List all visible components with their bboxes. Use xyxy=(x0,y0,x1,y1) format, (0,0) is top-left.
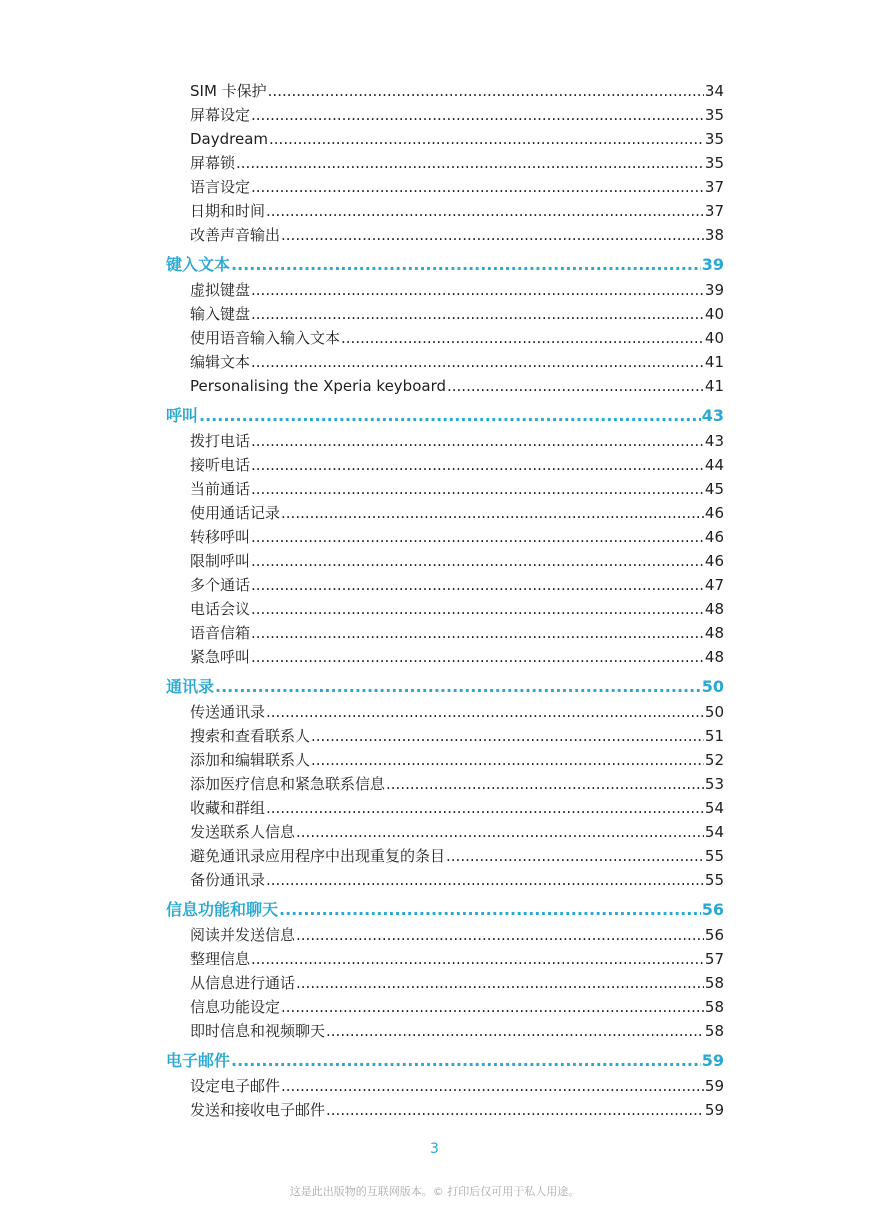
toc-entry-link[interactable] xyxy=(166,199,724,223)
toc-title: 添加和编辑联系人 xyxy=(190,751,311,769)
toc-title: 虚拟键盘 xyxy=(190,281,251,299)
toc-title: 呼叫 xyxy=(166,406,199,425)
toc-title: 设定电子邮件 xyxy=(190,1077,281,1095)
dot-leader xyxy=(269,127,704,151)
toc-title: 通讯录 xyxy=(166,677,215,696)
toc-title: 搜索和查看联系人 xyxy=(190,727,311,745)
toc-title: 信息功能和聊天 xyxy=(166,900,279,919)
toc-entry-link[interactable] xyxy=(166,477,724,501)
toc-title: 阅读并发送信息 xyxy=(190,926,296,944)
dot-leader xyxy=(446,844,704,868)
dot-leader xyxy=(251,573,704,597)
toc-page-number: 57 xyxy=(704,950,724,968)
dot-leader xyxy=(231,252,701,278)
dot-leader xyxy=(268,79,704,103)
toc-entry-link[interactable] xyxy=(166,525,724,549)
toc-entry-link[interactable] xyxy=(166,127,724,151)
toc-entry-link[interactable] xyxy=(166,1019,724,1043)
toc-title: 键入文本 xyxy=(166,255,231,274)
toc-title: 多个通话 xyxy=(190,576,251,594)
toc-section-link[interactable] xyxy=(166,674,724,700)
toc-page-number: 40 xyxy=(704,329,724,347)
toc-title: 添加医疗信息和紧急联系信息 xyxy=(190,775,386,793)
toc-page-number: 41 xyxy=(704,353,724,371)
toc-page-number: 59 xyxy=(704,1077,724,1095)
toc-page-number: 43 xyxy=(701,406,724,425)
toc-title: 电子邮件 xyxy=(166,1051,231,1070)
dot-leader xyxy=(251,597,704,621)
dot-leader xyxy=(251,645,704,669)
dot-leader xyxy=(341,326,704,350)
dot-leader xyxy=(251,302,704,326)
dot-leader xyxy=(326,1098,704,1122)
toc-page-number: 58 xyxy=(704,1022,724,1040)
dot-leader xyxy=(266,199,704,223)
toc-section-link[interactable] xyxy=(166,897,724,923)
toc-section-link[interactable] xyxy=(166,1048,724,1074)
toc-section-link[interactable] xyxy=(166,403,724,429)
dot-leader xyxy=(251,621,704,645)
toc-title: 发送和接收电子邮件 xyxy=(190,1101,326,1119)
toc-page-number: 53 xyxy=(704,775,724,793)
toc-entry-link[interactable] xyxy=(166,796,724,820)
toc-title: 接听电话 xyxy=(190,456,251,474)
dot-leader xyxy=(296,923,704,947)
toc-entry-link[interactable] xyxy=(166,79,724,103)
toc-title: 传送通讯录 xyxy=(190,703,266,721)
dot-leader xyxy=(311,748,704,772)
dot-leader xyxy=(251,429,704,453)
dot-leader xyxy=(251,350,704,374)
toc-page-number: 50 xyxy=(701,677,724,696)
page-number: 3 xyxy=(430,1141,439,1157)
toc-page-number: 38 xyxy=(704,226,724,244)
toc-page-number: 58 xyxy=(704,998,724,1016)
toc-title: 备份通讯录 xyxy=(190,871,266,889)
toc-entry-link[interactable] xyxy=(166,175,724,199)
toc-page-number: 55 xyxy=(704,871,724,889)
dot-leader xyxy=(215,674,701,700)
toc-page-number: 54 xyxy=(704,823,724,841)
dot-leader xyxy=(266,700,704,724)
toc-entry-link[interactable] xyxy=(166,923,724,947)
toc-entry-link[interactable] xyxy=(166,326,724,350)
toc-entry-link[interactable] xyxy=(166,1098,724,1122)
table-of-contents xyxy=(166,79,724,1122)
toc-page-number: 50 xyxy=(704,703,724,721)
toc-entry-link[interactable] xyxy=(166,1074,724,1098)
toc-page-number: 58 xyxy=(704,974,724,992)
dot-leader xyxy=(231,1048,701,1074)
toc-title: 使用通话记录 xyxy=(190,504,281,522)
toc-page-number: 43 xyxy=(704,432,724,450)
toc-title: 语音信箱 xyxy=(190,624,251,642)
dot-leader xyxy=(281,223,704,247)
toc-page-number: 39 xyxy=(701,255,724,274)
toc-title: 屏幕锁 xyxy=(190,154,236,172)
dot-leader xyxy=(251,549,704,573)
toc-page-number: 34 xyxy=(704,82,724,100)
dot-leader xyxy=(251,278,704,302)
toc-page-number: 52 xyxy=(704,751,724,769)
toc-page-number: 46 xyxy=(704,504,724,522)
toc-page-number: 46 xyxy=(704,528,724,546)
dot-leader xyxy=(251,947,704,971)
dot-leader xyxy=(326,1019,704,1043)
dot-leader xyxy=(296,820,704,844)
dot-leader xyxy=(386,772,704,796)
toc-entry-link[interactable] xyxy=(166,350,724,374)
toc-entry-link[interactable] xyxy=(166,278,724,302)
toc-entry-link[interactable] xyxy=(166,597,724,621)
toc-entry-link[interactable] xyxy=(166,772,724,796)
toc-title: 电话会议 xyxy=(190,600,251,618)
toc-page-number: 48 xyxy=(704,648,724,666)
toc-page-number: 35 xyxy=(704,130,724,148)
dot-leader xyxy=(251,525,704,549)
toc-page-number: 59 xyxy=(701,1051,724,1070)
toc-entry-link[interactable] xyxy=(166,429,724,453)
toc-title: 收藏和群组 xyxy=(190,799,266,817)
toc-title: 使用语音输入输入文本 xyxy=(190,329,341,347)
toc-page-number: 39 xyxy=(704,281,724,299)
toc-page-number: 56 xyxy=(701,900,724,919)
dot-leader xyxy=(266,796,704,820)
toc-page-number: 55 xyxy=(704,847,724,865)
toc-entry-link[interactable] xyxy=(166,374,724,398)
dot-leader xyxy=(281,995,704,1019)
dot-leader xyxy=(251,453,704,477)
footer-note: 这是此出版物的互联网版本。© 打印后仅可用于私人用途。 xyxy=(289,1185,580,1198)
dot-leader xyxy=(281,501,704,525)
toc-entry-link[interactable] xyxy=(166,103,724,127)
toc-title: 屏幕设定 xyxy=(190,106,251,124)
toc-entry-link[interactable] xyxy=(166,820,724,844)
dot-leader xyxy=(251,477,704,501)
toc-page-number: 44 xyxy=(704,456,724,474)
toc-entry-link[interactable] xyxy=(166,947,724,971)
toc-title: 发送联系人信息 xyxy=(190,823,296,841)
toc-entry-link[interactable] xyxy=(166,748,724,772)
toc-title: 日期和时间 xyxy=(190,202,266,220)
toc-page-number: 48 xyxy=(704,600,724,618)
dot-leader xyxy=(251,103,704,127)
toc-title: 拨打电话 xyxy=(190,432,251,450)
toc-entry-link[interactable] xyxy=(166,971,724,995)
toc-title: 转移呼叫 xyxy=(190,528,251,546)
toc-page-number: 54 xyxy=(704,799,724,817)
toc-title: 紧急呼叫 xyxy=(190,648,251,666)
toc-entry-link[interactable] xyxy=(166,645,724,669)
toc-title: 编辑文本 xyxy=(190,353,251,371)
dot-leader xyxy=(281,1074,704,1098)
toc-entry-link[interactable] xyxy=(166,995,724,1019)
toc-entry-link[interactable] xyxy=(166,549,724,573)
toc-entry-link[interactable] xyxy=(166,844,724,868)
toc-title: 即时信息和视频聊天 xyxy=(190,1022,326,1040)
toc-entry-link[interactable] xyxy=(166,621,724,645)
toc-page-number: 37 xyxy=(704,178,724,196)
toc-entry-link[interactable] xyxy=(166,724,724,748)
toc-title: 限制呼叫 xyxy=(190,552,251,570)
toc-page-number: 41 xyxy=(704,377,724,395)
toc-title: SIM 卡保护 xyxy=(190,82,267,100)
toc-entry-link[interactable] xyxy=(166,573,724,597)
toc-page-number: 40 xyxy=(704,305,724,323)
toc-page-number: 48 xyxy=(704,624,724,642)
dot-leader xyxy=(199,403,701,429)
toc-page-number: 45 xyxy=(704,480,724,498)
toc-title: 当前通话 xyxy=(190,480,251,498)
toc-page-number: 35 xyxy=(704,106,724,124)
dot-leader xyxy=(279,897,701,923)
toc-title: 整理信息 xyxy=(190,950,251,968)
toc-page-number: 35 xyxy=(704,154,724,172)
toc-title: Daydream xyxy=(190,130,269,148)
dot-leader xyxy=(447,374,704,398)
dot-leader xyxy=(236,151,704,175)
dot-leader xyxy=(311,724,704,748)
toc-page-number: 37 xyxy=(704,202,724,220)
dot-leader xyxy=(251,175,704,199)
toc-entry-link[interactable] xyxy=(166,501,724,525)
toc-title: 输入键盘 xyxy=(190,305,251,323)
toc-entry-link[interactable] xyxy=(166,302,724,326)
toc-title: 避免通讯录应用程序中出现重复的条目 xyxy=(190,847,446,865)
toc-entry-link[interactable] xyxy=(166,700,724,724)
toc-entry-link[interactable] xyxy=(166,453,724,477)
toc-page-number: 47 xyxy=(704,576,724,594)
toc-entry-link[interactable] xyxy=(166,868,724,892)
toc-title: Personalising the Xperia keyboard xyxy=(190,377,446,395)
toc-title: 从信息进行通话 xyxy=(190,974,296,992)
toc-entry-link[interactable] xyxy=(166,151,724,175)
toc-section-link[interactable] xyxy=(166,252,724,278)
toc-page-number: 46 xyxy=(704,552,724,570)
dot-leader xyxy=(266,868,704,892)
toc-title: 信息功能设定 xyxy=(190,998,281,1016)
toc-title: 改善声音输出 xyxy=(190,226,281,244)
toc-entry-link[interactable] xyxy=(166,223,724,247)
dot-leader xyxy=(296,971,704,995)
toc-title: 语言设定 xyxy=(190,178,251,196)
toc-page-number: 56 xyxy=(704,926,724,944)
toc-page-number: 59 xyxy=(704,1101,724,1119)
toc-page-number: 51 xyxy=(704,727,724,745)
